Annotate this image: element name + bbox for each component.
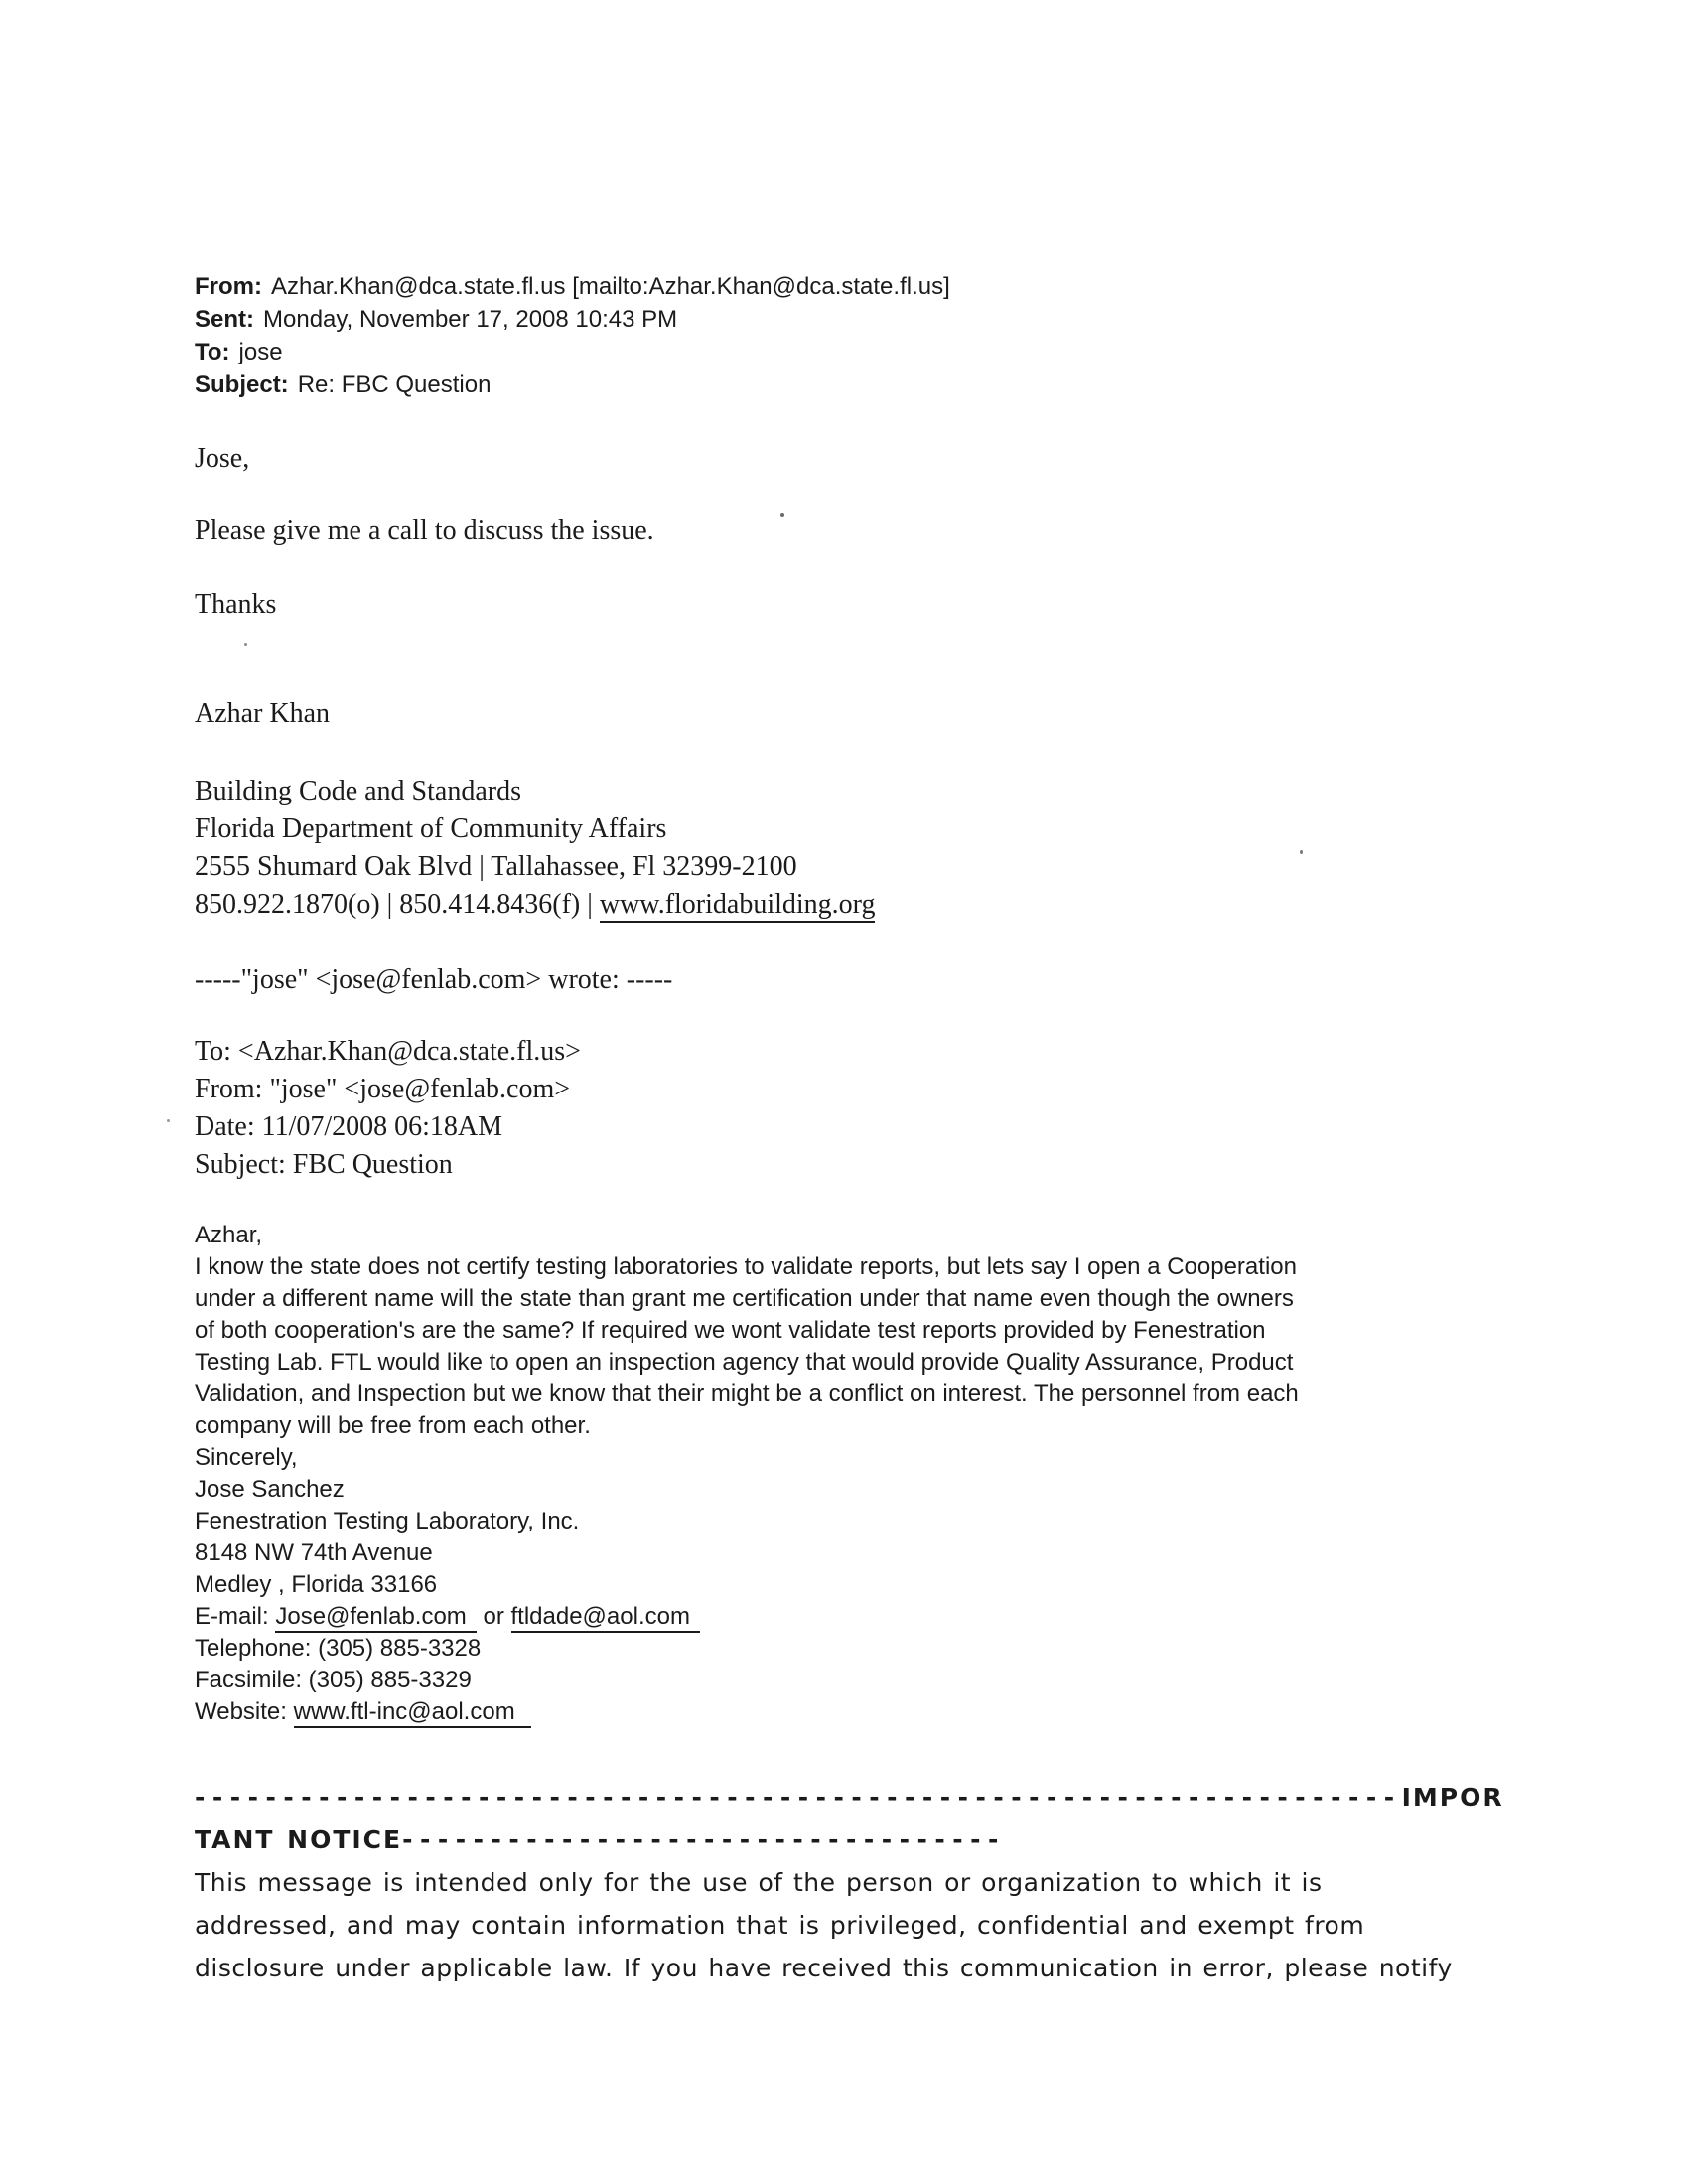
quoted-closing: Sincerely, (195, 1444, 298, 1471)
notice-text-line: This message is intended only for the use of the person or organization to which it is (195, 1868, 1323, 1897)
sender-signature-block (195, 773, 875, 924)
notice-impor-text: IMPOR (1401, 1783, 1504, 1812)
quoted-date-line: Date: 11/07/2008 06:18AM (195, 1111, 503, 1142)
email-header (195, 270, 950, 401)
scan-speck (1300, 850, 1303, 854)
sent-value: Monday, November 17, 2008 10:43 PM (263, 306, 678, 333)
quoted-email-line (195, 1601, 1299, 1633)
quoted-body-line: of both cooperation's are the same? If required we wont validate test reports provided by Fenestration (195, 1317, 1266, 1344)
quoted-signature-name: Jose Sanchez (195, 1476, 345, 1503)
quoted-body-line: Azhar, (195, 1222, 263, 1248)
scan-speck (780, 513, 784, 517)
email-or-text: or (476, 1603, 511, 1630)
quoted-body-line: Testing Lab. FTL would like to open an inspection agency that would provide Quality Assurance, Product (195, 1349, 1294, 1376)
notice-dashes-1: -------------------------------------------------------------------- (195, 1783, 1402, 1812)
header-from-row (195, 270, 950, 303)
quoted-subject-line: Subject: FBC Question (195, 1149, 453, 1180)
sender-signature-name: Azhar Khan (195, 698, 331, 729)
floridabuilding-link[interactable]: www.floridabuilding.org (600, 889, 876, 923)
notice-text-line: disclosure under applicable law. If you have received this communication in error, please notify (195, 1954, 1453, 1982)
jose-fenlab-email-link[interactable]: Jose@fenlab.com (275, 1603, 476, 1633)
header-sent-row (195, 303, 950, 336)
signature-org-line2: Florida Department of Community Affairs (195, 813, 667, 844)
quoted-website-line (195, 1696, 1299, 1728)
notice-dash-line1 (195, 1776, 1504, 1819)
quoted-to-line: To: <Azhar.Khan@dca.state.fl.us> (195, 1036, 581, 1067)
notice-dashes-2: ---------------------------------- (402, 1825, 1006, 1854)
header-subject-row (195, 368, 950, 401)
quoted-address2: Medley , Florida 33166 (195, 1571, 438, 1598)
scan-speck (167, 1119, 170, 1122)
ftldade-aol-email-link[interactable]: ftldade@aol.com (511, 1603, 700, 1633)
reply-salutation: Jose, (195, 443, 250, 474)
notice-tant-notice-text: TANT NOTICE (195, 1825, 403, 1854)
quoted-company: Fenestration Testing Laboratory, Inc. (195, 1508, 580, 1534)
ftl-inc-website-link[interactable]: www.ftl-inc@aol.com (294, 1698, 531, 1728)
quoted-message-header (195, 1033, 581, 1184)
signature-address-line: 2555 Shumard Oak Blvd | Tallahassee, Fl 32399-2100 (195, 851, 797, 882)
quoted-message-separator: -----"jose" <jose@fenlab.com> wrote: ----- (195, 964, 673, 995)
reply-body-text: Please give me a call to discuss the issue. (195, 515, 654, 546)
sent-label: Sent: (195, 306, 254, 333)
to-label: To: (195, 339, 230, 365)
quoted-body-line: I know the state does not certify testing laboratories to validate reports, but lets say I open a Cooperation (195, 1253, 1297, 1280)
subject-value: Re: FBC Question (297, 371, 492, 398)
header-to-row (195, 336, 950, 368)
quoted-body-line: under a different name will the state than grant me certification under that name even though the owners (195, 1285, 1294, 1312)
signature-contact-line (195, 886, 875, 924)
quoted-body-line: Validation, and Inspection but we know that their might be a conflict on interest. The personnel from each (195, 1381, 1299, 1407)
email-label: E-mail: (195, 1603, 276, 1630)
quoted-facsimile-line: Facsimile: (305) 885-3329 (195, 1667, 472, 1693)
quoted-message-body (195, 1220, 1299, 1728)
from-value: Azhar.Khan@dca.state.fl.us [mailto:Azhar.Khan@dca.state.fl.us] (271, 273, 950, 300)
website-label: Website: (195, 1698, 294, 1725)
from-label: From: (195, 273, 262, 300)
quoted-address1: 8148 NW 74th Avenue (195, 1539, 433, 1566)
important-notice-block (195, 1776, 1504, 1989)
subject-label: Subject: (195, 371, 289, 398)
to-value: jose (238, 339, 283, 365)
quoted-body-line: company will be free from each other. (195, 1412, 591, 1439)
reply-closing: Thanks (195, 589, 277, 620)
quoted-telephone-line: Telephone: (305) 885-3328 (195, 1635, 482, 1662)
quoted-from-line: From: "jose" <jose@fenlab.com> (195, 1074, 571, 1104)
signature-org-line1: Building Code and Standards (195, 776, 521, 806)
notice-dash-line2 (195, 1819, 1504, 1861)
notice-text-line: addressed, and may contain information that is privileged, confidential and exempt from (195, 1911, 1365, 1940)
signature-phone-fax: 850.922.1870(o) | 850.414.8436(f) | (195, 889, 600, 920)
scan-speck (244, 643, 247, 646)
